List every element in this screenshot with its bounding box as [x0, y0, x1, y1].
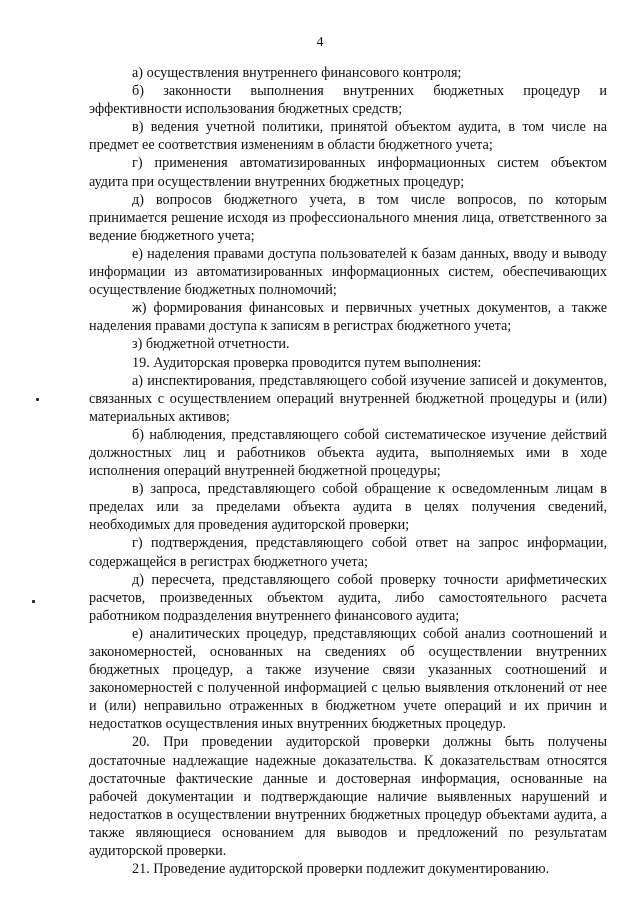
paragraph-19e-analytics: е) аналитических процедур, представляющих собой анализ соотношений и закономерностей, основанных на сведениях об осуществлении внутренних бюджетных процедур, а также изучение связи указанных соотношений и закономерностей с полученной информацией с целью выявления отклонений от нее и (или) неправильно отраженных в бюджетном учете операций и их причин и недостатков осуществления иных внутренних бюджетных процедур.: [89, 625, 607, 733]
paragraph-v-accounting-policy: в) ведения учетной политики, принятой объектом аудита, в том числе на предмет ее соответствия изменениям в области бюджетного учета;: [89, 119, 607, 154]
paragraph-19b-observation: б) наблюдения, представляющего собой систематическое изучение действий должностных лиц и работников объекта аудита, выполняемых ими в ходе исполнения операций внутренней бюджетной процедуры;: [89, 426, 607, 480]
page-number: 4: [316, 35, 324, 50]
paragraph-b-legality: б) законности выполнения внутренних бюджетных процедур и эффективности использования бюджетных средств;: [89, 83, 607, 118]
paragraph-g-automated-systems: г) применения автоматизированных информационных систем объектом аудита при осуществлении внутренних бюджетных процедур;: [89, 155, 607, 190]
paragraph-20-evidence: 20. При проведении аудиторской проверки должны быть получены достаточные надлежащие надежные доказательства. К доказательствам относятся достаточные фактические данные и достоверная информация, основанные на рабочей документации и подтверждающие наличие выявленных нарушений и недостатков в осуществлении внутренних бюджетных процедур объектами аудита, а также являющиеся основанием для выводов и предложений по результатам аудиторской проверки.: [89, 734, 607, 860]
paragraph-21-documentation: 21. Проведение аудиторской проверки подлежит документированию.: [132, 861, 550, 878]
scan-speck: [36, 398, 39, 401]
paragraph-z-reporting: з) бюджетной отчетности.: [132, 336, 290, 353]
paragraph-d-accounting-questions: д) вопросов бюджетного учета, в том числе вопросов, по которым принимается решение исходя из профессионального мнения лица, ответственного за ведение бюджетного учета;: [89, 191, 607, 244]
paragraph-e-access-rights: е) наделения правами доступа пользователей к базам данных, вводу и выводу информации из автоматизированных информационных систем, обеспечивающих осуществление бюджетных полномочий;: [89, 245, 607, 299]
scan-speck: [32, 600, 35, 603]
paragraph-19g-confirmation: г) подтверждения, представляющего собой ответ на запрос информации, содержащейся в регистрах бюджетного учета;: [89, 535, 607, 570]
paragraph-zh-documents: ж) формирования финансовых и первичных учетных документов, а также наделения правами доступа к записям в регистрах бюджетного учета;: [89, 300, 607, 335]
paragraph-a-internal-control: а) осуществления внутреннего финансового контроля;: [132, 65, 462, 81]
paragraph-19d-recalculation: д) пересчета, представляющего собой проверку точности арифметических расчетов, произведенных объектом аудита, либо самостоятельного расчета работником подразделения внутреннего финансового аудита;: [89, 571, 607, 624]
paragraph-19v-inquiry: в) запроса, представляющего собой обращение к осведомленным лицам в пределах или за пределами объекта аудита в целях получения сведений, необходимых для проведения аудиторской проверки;: [89, 481, 607, 534]
document-body: [89, 64, 607, 878]
paragraph-19a-inspection: а) инспектирования, представляющего собой изучение записей и документов, связанных с осуществлением операций внутренней бюджетной процедуры и (или) материальных активов;: [89, 372, 607, 425]
paragraph-19-methods: 19. Аудиторская проверка проводится путем выполнения:: [132, 354, 482, 371]
